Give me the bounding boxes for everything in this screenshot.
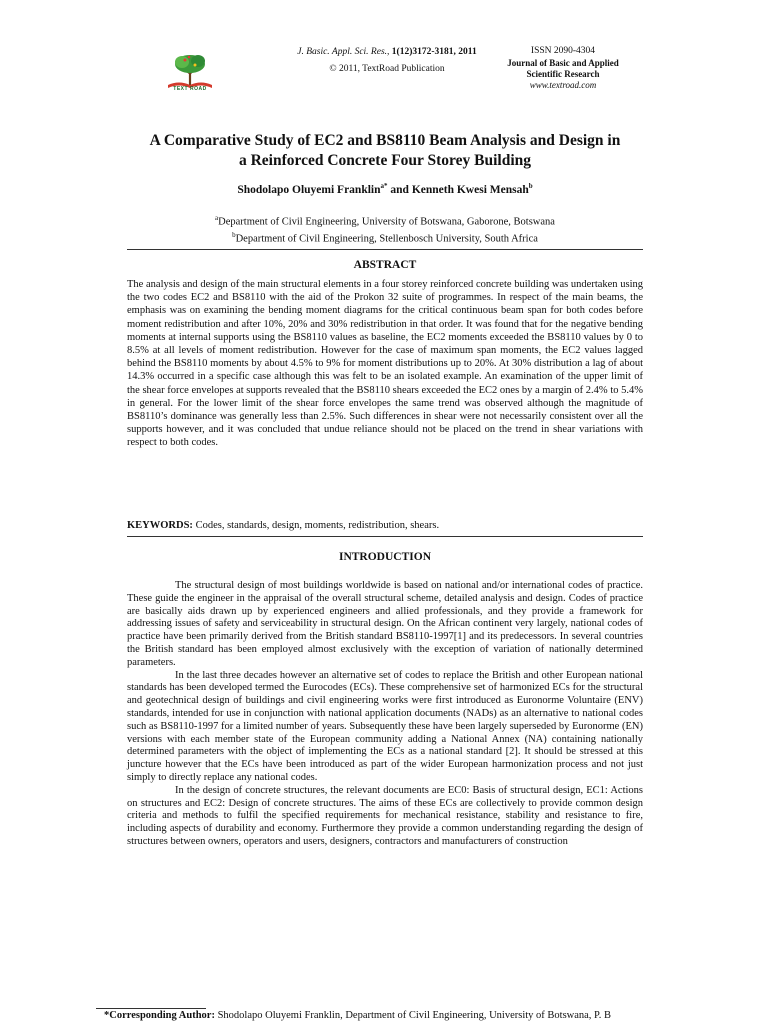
header-journal-block — [498, 46, 628, 91]
footnote-label: *Corresponding Author: — [104, 1010, 215, 1021]
title-line-1: A Comparative Study of EC2 and BS8110 Beam Analysis and Design in — [149, 132, 621, 149]
authors — [100, 182, 670, 196]
keywords-text: Codes, standards, design, moments, redistribution, shears. — [192, 520, 440, 531]
affiliation-1-sup: a — [215, 214, 219, 222]
affiliation-1 — [100, 212, 670, 229]
divider-top — [127, 249, 643, 250]
divider-bottom — [127, 536, 643, 537]
introduction-heading: INTRODUCTION — [338, 551, 431, 563]
author-2: Kenneth Kwesi Mensah — [411, 183, 529, 196]
journal-name-line2: Scientific Research — [526, 69, 600, 79]
footnote — [104, 1010, 768, 1021]
issn: ISSN 2090-4304 — [530, 46, 596, 56]
affiliation-2 — [100, 229, 670, 246]
introduction-body — [127, 580, 643, 849]
journal-website[interactable]: www.textroad.com — [529, 80, 597, 90]
title-line-2: a Reinforced Concrete Four Storey Building — [238, 152, 532, 169]
keywords-label: KEYWORDS: — [127, 520, 193, 531]
citation-journal: J. Basic. Appl. Sci. Res. — [297, 47, 388, 57]
logo-text: TEXT ROAD — [173, 86, 207, 92]
abstract-text: The analysis and design of the main structural elements in a four storey reinforced concrete building was undertaken using the two codes EC2 and BS8110 with the aid of the Prokon 32 suite of programmes. In respect of the main beams, the emphasis was on examining the bending moment diagrams for the critical continuous beam span for both codes before moment redistribution and after 10%, 20% and 30% redistribution in that order. It was found that for the negative bending moments at internal supports using the BS8110 values as baseline, the EC2 moments exceeded the BS8110 values by 0 to 8.5% at all levels of moment redistribution. However for the case of maximum span moments, the EC2 values lagged behind the BS8110 moments by about 4.5% to 9% for moment distributions up to 20%. At 30% distribution a lag of about 14.3% occurred in a specific case although this was felt to be an isolated example. An examination of the upper limit of the shear force envelopes at supports revealed that the BS8110 shears exceeded the EC2 ones by a margin of 2.4% to 5.4% in general. For the lower limit of the shear force envelopes the same trend was observed although the magnitude of BS8110’s dominance was generally less than 2.5%. Such differences in shear were not necessarily consistent over all the supports however, and it was concluded that undue reliance should not be placed on the trend in shear variations with respect to both codes. — [127, 279, 643, 449]
affiliation-1-text: Department of Civil Engineering, University of Botswana, Gaborone, Botswana — [218, 216, 555, 228]
affiliation-2-sup: b — [232, 230, 236, 239]
intro-paragraph: In the last three decades however an alternative set of codes to replace the British and other European national standards has been developed termed the Eurocodes (ECs). These comprehensive set of harmonized ECs for the structural and geotechnical design of buildings and civil engineering works were first introduced as Euronorme Voluntaire (ENV) standards, intended for use in conjunction with national application documents (NADs) as an alternative to national codes such as BS8110-1997 for a limited number of years. Subsequently these have been largely superseded by Euronorme (EN) versions with each member state of the European community adding a National Annex (NA) containing nationally determined parameters with the object of implementing the ECs as a national standard [2]. It should be stressed at this juncture however that the ECs have been introduced as part of the wider European harmonization process and not just simply to directly replace any national codes. — [127, 669, 643, 783]
citation: J. Basic. Appl. Sci. Res., 1(12)3172-3181, 2011 — [297, 47, 477, 57]
journal-name-line1: Journal of Basic and Applied — [507, 58, 619, 68]
author-2-sup: b — [528, 182, 533, 190]
author-and: and — [387, 183, 412, 196]
author-1: Shodolapo Oluyemi Franklin — [237, 183, 381, 196]
footnote-divider — [96, 1008, 206, 1009]
footnote-text: Shodolapo Oluyemi Franklin, Department of Civil Engineering, University of Botswana, P. B — [214, 1010, 611, 1021]
intro-paragraph: In the design of concrete structures, the relevant documents are EC0: Basis of structural design, EC1: Actions on structures and EC2: Design of concrete structures. The aims of these ECs are collectively to provide common design criteria and methods to fulfil the specified requirements for mechanical resistance, stability and resistance to fire, including aspects of durability and economy. Furthermore they provide a common understanding regarding the design of structures between owners, operators and users, designers, contractors and manufacturers of construction — [127, 784, 643, 847]
author-1-sup: a* — [380, 182, 388, 190]
citation-volume: 1(12)3172-3181, 2011 — [391, 47, 477, 57]
affiliations — [100, 212, 670, 245]
abstract-heading: ABSTRACT — [353, 259, 417, 271]
paper-title — [95, 131, 675, 171]
header-citation-block — [282, 46, 492, 76]
affiliation-2-text: Department of Civil Engineering, Stellenbosch University, South Africa — [235, 233, 538, 244]
intro-paragraph: The structural design of most buildings worldwide is based on national and/or international codes of practice. These guide the engineer in the appraisal of the overall structural scheme, detailed analysis and design. Codes of practice are basically aids drawn up by experienced engineers and allied professionals, and they provide a framework for addressing issues of safety and serviceability in structural design. On the African continent very largely, national codes of practice have been primarily derived from the British standard BS8110-1997[1] and its predecessors. In several countries the British standard has been employed almost exclusively with the exception of variation of nationally determined parameters. — [127, 580, 643, 668]
copyright: © 2011, TextRoad Publication — [329, 64, 445, 74]
keywords — [127, 520, 643, 531]
